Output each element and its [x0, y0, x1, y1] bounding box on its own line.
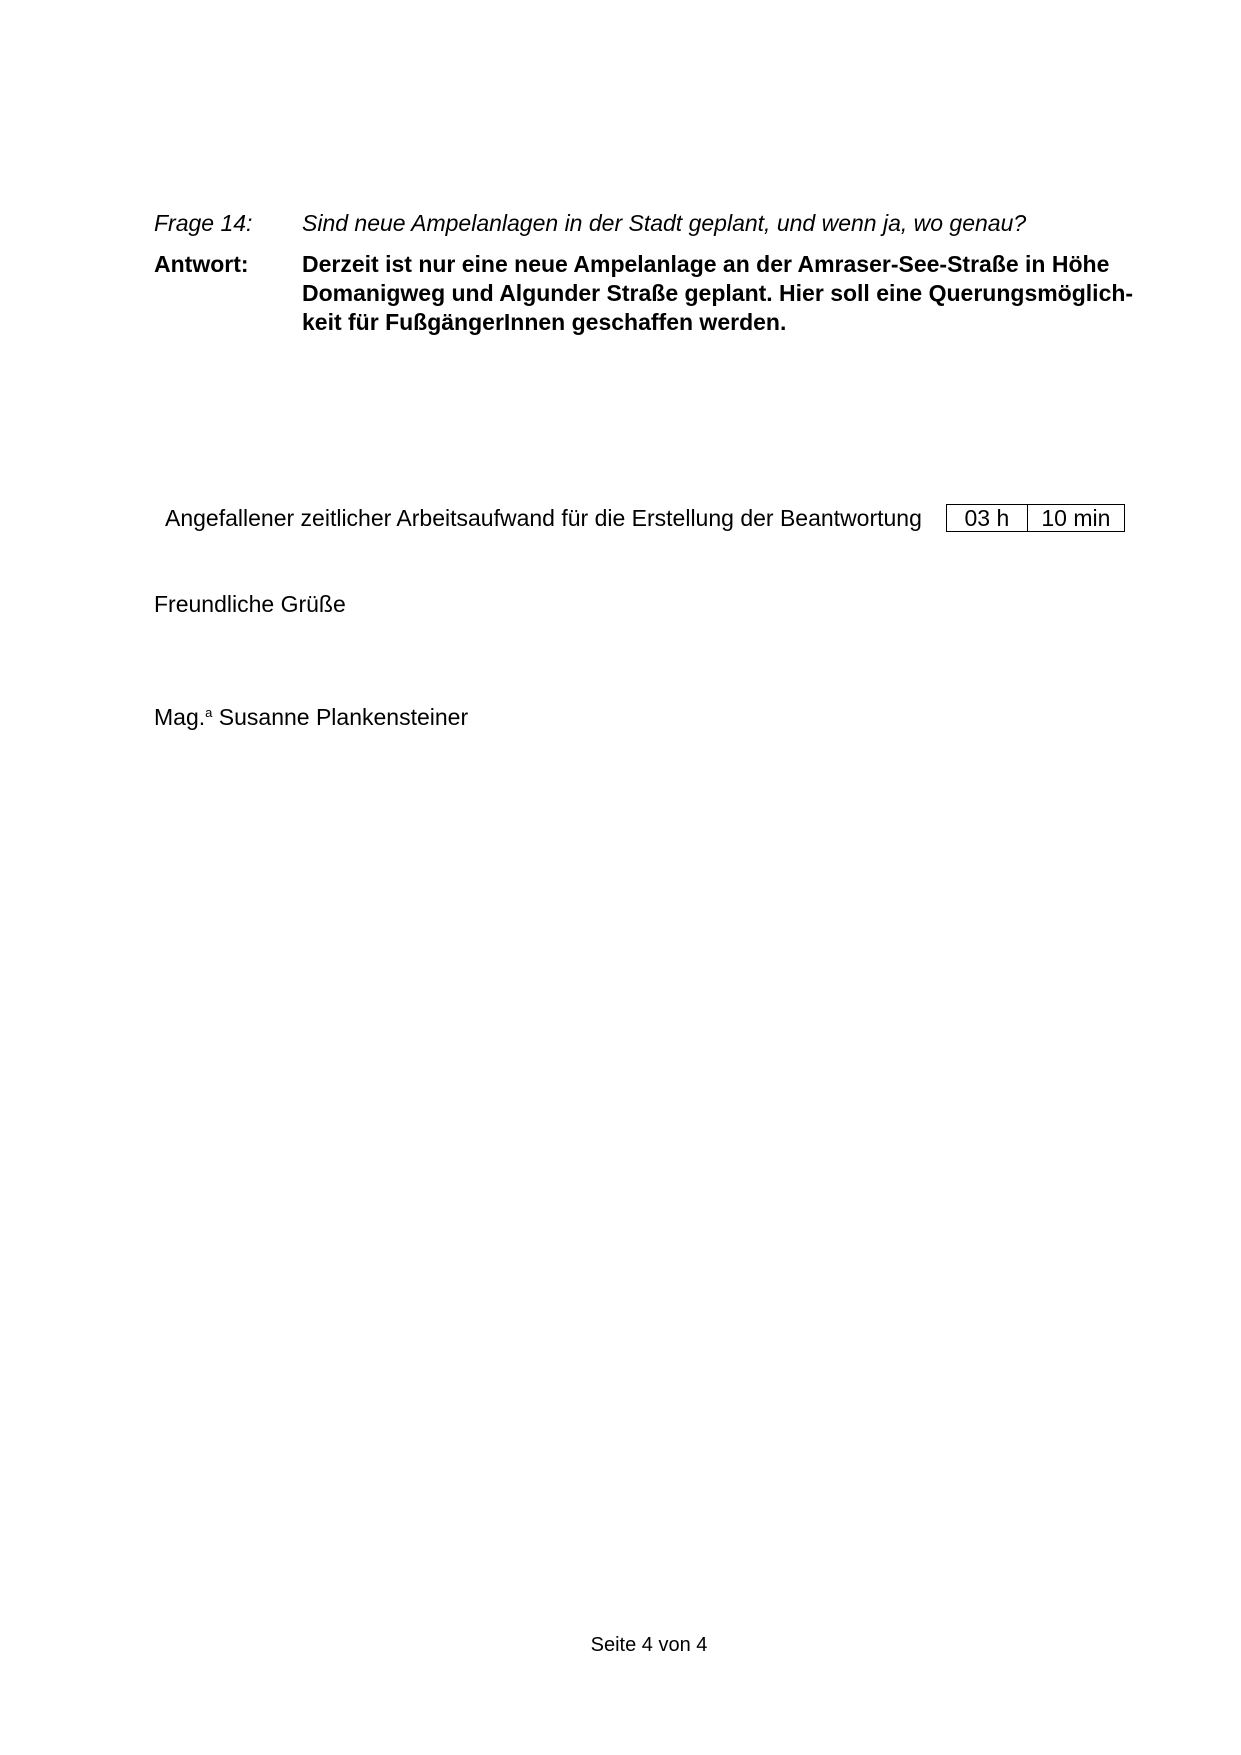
question-text: Sind neue Ampelanlagen in der Stadt geplant, und wenn ja, wo genau?: [302, 210, 1027, 236]
answer-line: Derzeit ist nur eine neue Ampelanlage an der Amraser-See-Straße in Höhe: [302, 251, 1110, 277]
answer-line: keit für FußgängerInnen geschaffen werden.: [302, 309, 787, 335]
work-effort-row: [165, 504, 1125, 532]
answer-label: Antwort:: [154, 251, 249, 277]
answer-row: [154, 250, 1144, 337]
question-label: Frage 14:: [154, 210, 253, 236]
question-row: [154, 209, 1144, 238]
answer-line: Domanigweg und Algunder Straße geplant. Hier soll eine Querungsmöglich-: [302, 280, 1134, 306]
signature-name: [154, 703, 468, 732]
work-effort-box: [946, 504, 1125, 532]
page-number: Seite 4 von 4: [590, 1634, 708, 1656]
signature-title-suffix: a: [205, 705, 213, 720]
work-effort-hours: 03 h: [947, 505, 1028, 531]
signature-title: Mag.: [154, 704, 206, 730]
answer-text: [302, 250, 1144, 337]
signature-person: Susanne Plankensteiner: [218, 704, 469, 730]
work-effort-minutes: 10 min: [1041, 505, 1111, 531]
closing-greeting: Freundliche Grüße: [154, 591, 346, 617]
work-effort-label: Angefallener zeitlicher Arbeitsaufwand für die Erstellung der Beantwortung: [165, 504, 922, 531]
